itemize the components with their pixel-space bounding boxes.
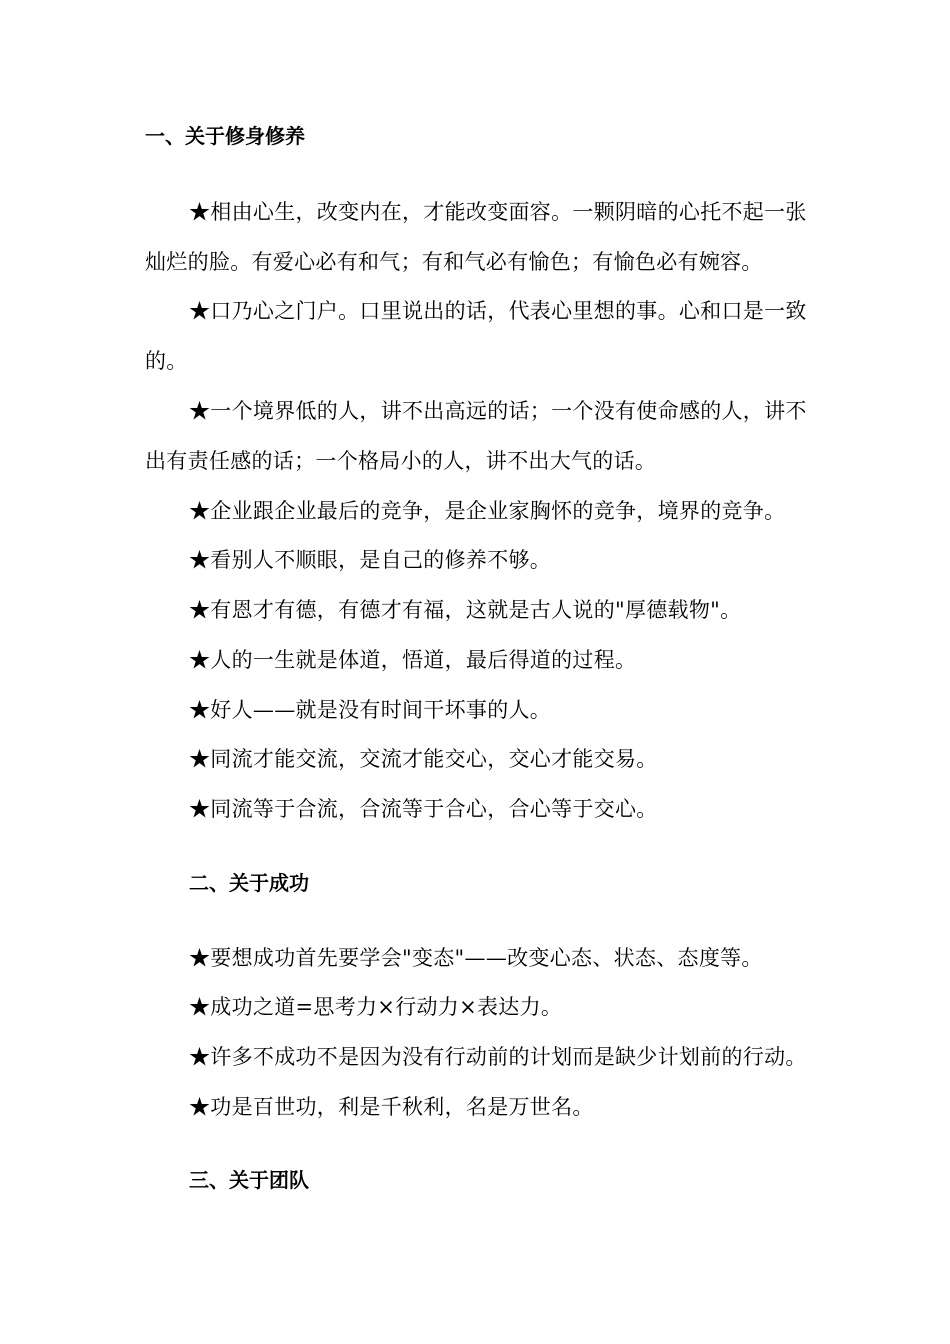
section-heading-success: 二、关于成功 [189,871,309,895]
paragraph-item: ★人的一生就是体道，悟道，最后得道的过程。 [189,648,637,672]
section-heading-self-cultivation: 一、关于修身修养 [145,124,305,148]
paragraph-item: ★许多不成功不是因为没有行动前的计划而是缺少计划前的行动。 [189,1045,807,1069]
paragraph-item: ★企业跟企业最后的竞争，是企业家胸怀的竞争，境界的竞争。 [189,499,786,523]
paragraph-item: ★相由心生，改变内在，才能改变面容。一颗阴暗的心托不起一张灿烂的脸。有爱心必有和气；有和气必有愉色；有愉色必有婉容。 [145,200,807,274]
section-heading-team: 三、关于团队 [189,1168,309,1192]
paragraph-item: ★看别人不顺眼，是自己的修养不够。 [189,548,552,572]
paragraph-item: ★有恩才有德，有德才有福，这就是古人说的"厚德载物"。 [189,598,742,622]
paragraph-item: ★成功之道=思考力×行动力×表达力。 [189,995,563,1019]
paragraph-item: ★功是百世功，利是千秋利，名是万世名。 [189,1095,594,1119]
paragraph-item: ★要想成功首先要学会"变态"——改变心态、状态、态度等。 [189,946,763,970]
paragraph-item: ★一个境界低的人，讲不出高远的话；一个没有使命感的人，讲不出有责任感的话；一个格局小的人，讲不出大气的话。 [145,399,807,473]
paragraph-item: ★口乃心之门户。口里说出的话，代表心里想的事。心和口是一致的。 [145,299,807,373]
paragraph-item: ★好人——就是没有时间干坏事的人。 [189,698,552,722]
paragraph-item: ★同流才能交流，交流才能交心，交心才能交易。 [189,747,658,771]
paragraph-item: ★同流等于合流，合流等于合心，合心等于交心。 [189,797,658,821]
